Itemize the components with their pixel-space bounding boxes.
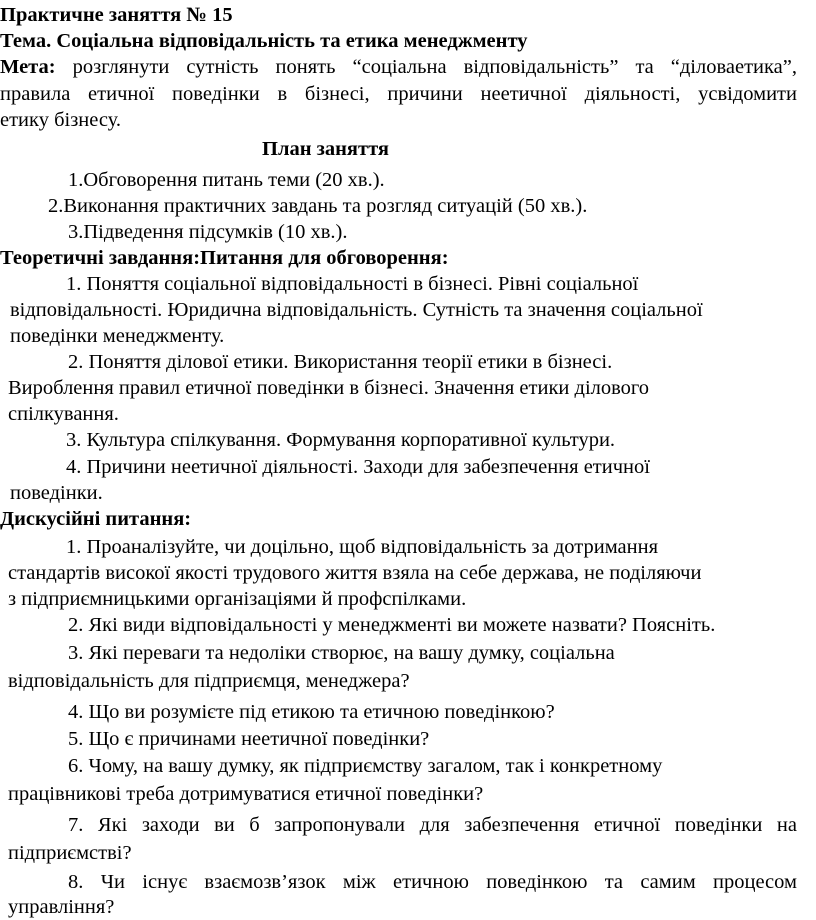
goal-line-2: правила етичної поведінки в бізнесі, причини неетичної діяльності, усвідомити	[0, 83, 797, 105]
theory-q4-line2: поведінки.	[10, 482, 103, 504]
discussion-q8-line1: 8. Чи існує взаємозв’язок між етичною поведінкою та самим процесом	[68, 871, 797, 893]
discussion-q1-line3: з підприємницькими організаціями й профспілками.	[8, 588, 467, 610]
discussion-q7-line1: 7. Які заходи ви б запропонували для забезпечення етичної поведінки на	[68, 814, 797, 836]
theory-q2-line2: Вироблення правил етичної поведінки в бізнесі. Значення етики ділового	[8, 377, 650, 399]
theory-q3-line1: 3. Культура спілкування. Формування корпоративної культури.	[66, 429, 616, 451]
theory-q1-line2: відповідальності. Юридична відповідальність. Сутність та значення соціальної	[10, 299, 703, 321]
topic-label: Тема.	[0, 30, 52, 52]
plan-item-3: 3.Підведення підсумків (10 хв.).	[68, 221, 348, 243]
theory-q1-line1: 1. Поняття соціальної відповідальності в бізнесі. Рівні соціальної	[66, 273, 639, 295]
discussion-q1-line1: 1. Проаналізуйте, чи доцільно, щоб відповідальність за дотримання	[66, 536, 659, 558]
discussion-q4-line1: 4. Що ви розумієте під етикою та етичною поведінкою?	[68, 701, 555, 723]
discussion-q5-line1: 5. Що є причинами неетичної поведінки?	[68, 728, 430, 750]
discussion-q3-line2: відповідальність для підприємця, менеджера?	[8, 670, 410, 692]
goal-line-3: етику бізнесу.	[0, 109, 122, 131]
discussion-q6-line1: 6. Чому, на вашу думку, як підприємству загалом, так і конкретному	[68, 755, 663, 777]
theory-heading: Теоретичні завдання:Питання для обговорення:	[0, 247, 449, 269]
plan-item-1: 1.Обговорення питань теми (20 хв.).	[68, 169, 385, 191]
discussion-q1-line2: стандартів високої якості трудового життя взяла на себе держава, не поділяючи	[8, 562, 702, 584]
discussion-heading: Дискусійні питання:	[0, 508, 192, 530]
theory-q1-line3: поведінки менеджменту.	[10, 325, 225, 347]
discussion-q8-line2: управління?	[8, 896, 115, 918]
plan-heading: План заняття	[262, 138, 389, 160]
theory-q2-line3: спілкування.	[8, 403, 119, 425]
goal-line-1	[0, 55, 797, 79]
discussion-q2-line1: 2. Які види відповідальності у менеджменті ви можете назвати? Поясніть.	[68, 614, 716, 636]
goal-text-1: розглянути сутність понять “соціальна відповідальність” та “діловаетика”,	[72, 56, 797, 78]
page-title: Практичне заняття № 15	[0, 4, 233, 26]
discussion-q6-line2: працівникові треба дотримуватися етичної поведінки?	[8, 783, 484, 805]
theory-q4-line1: 4. Причини неетичної діяльності. Заходи для забезпечення етичної	[66, 456, 650, 478]
plan-item-2: 2.Виконання практичних завдань та розгляд ситуацій (50 хв.).	[48, 195, 588, 217]
topic-line	[0, 29, 528, 53]
discussion-q3-line1: 3. Які переваги та недоліки створює, на вашу думку, соціальна	[68, 642, 615, 664]
topic-text: Соціальна відповідальність та етика менеджменту	[56, 30, 528, 52]
goal-label: Мета:	[0, 56, 56, 78]
theory-q2-line1: 2. Поняття ділової етики. Використання теорії етики в бізнесі.	[68, 351, 613, 373]
discussion-q7-line2: підприємстві?	[8, 842, 132, 864]
